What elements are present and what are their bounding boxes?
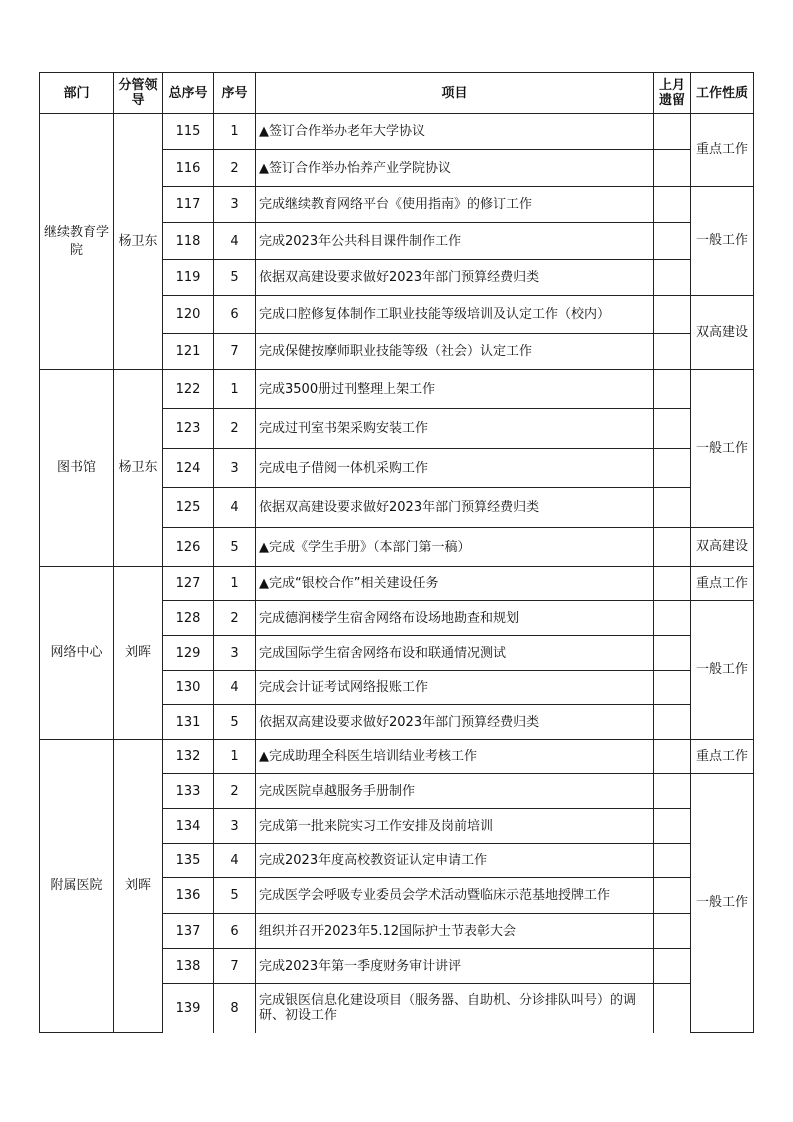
nature-cell: 重点工作 (691, 114, 754, 187)
total-no-cell: 119 (163, 260, 214, 296)
nature-cell: 重点工作 (691, 740, 754, 774)
total-no-cell: 123 (163, 409, 214, 449)
nature-cell: 一般工作 (691, 187, 754, 296)
leftover-cell (654, 114, 691, 150)
header-dept: 部门 (40, 73, 114, 114)
seq-no-cell: 7 (214, 949, 256, 984)
leader-cell: 刘晖 (114, 740, 163, 1033)
project-cell: 完成继续教育网络平台《使用指南》的修订工作 (256, 187, 654, 223)
table-row (40, 567, 754, 601)
leftover-cell (654, 567, 691, 601)
leader-cell: 杨卫东 (114, 370, 163, 567)
total-no-cell: 134 (163, 809, 214, 844)
leftover-cell (654, 260, 691, 296)
leftover-cell (654, 705, 691, 740)
total-no-cell: 139 (163, 984, 214, 1033)
dept-cell: 网络中心 (40, 567, 114, 740)
total-no-cell: 124 (163, 449, 214, 488)
leftover-cell (654, 334, 691, 370)
project-cell: 依据双高建设要求做好2023年部门预算经费归类 (256, 705, 654, 740)
leftover-cell (654, 774, 691, 809)
seq-no-cell: 2 (214, 774, 256, 809)
header-total-no: 总序号 (163, 73, 214, 114)
leftover-cell (654, 671, 691, 705)
total-no-cell: 122 (163, 370, 214, 409)
project-cell: 组织并召开2023年5.12国际护士节表彰大会 (256, 914, 654, 949)
total-no-cell: 138 (163, 949, 214, 984)
nature-cell: 一般工作 (691, 370, 754, 528)
total-no-cell: 117 (163, 187, 214, 223)
project-cell: 完成会计证考试网络报账工作 (256, 671, 654, 705)
seq-no-cell: 1 (214, 740, 256, 774)
total-no-cell: 133 (163, 774, 214, 809)
leftover-cell (654, 187, 691, 223)
total-no-cell: 135 (163, 844, 214, 878)
total-no-cell: 132 (163, 740, 214, 774)
seq-no-cell: 4 (214, 223, 256, 260)
leftover-cell (654, 844, 691, 878)
table-row (40, 740, 754, 774)
project-cell: 完成保健按摩师职业技能等级（社会）认定工作 (256, 334, 654, 370)
total-no-cell: 115 (163, 114, 214, 150)
project-cell: 完成医院卓越服务手册制作 (256, 774, 654, 809)
seq-no-cell: 3 (214, 187, 256, 223)
leftover-cell (654, 984, 691, 1033)
seq-no-cell: 5 (214, 878, 256, 914)
leftover-cell (654, 409, 691, 449)
seq-no-cell: 2 (214, 409, 256, 449)
total-no-cell: 129 (163, 636, 214, 671)
leftover-cell (654, 914, 691, 949)
leftover-cell (654, 449, 691, 488)
project-cell: 完成2023年公共科目课件制作工作 (256, 223, 654, 260)
seq-no-cell: 5 (214, 705, 256, 740)
project-cell: 完成2023年度高校教资证认定申请工作 (256, 844, 654, 878)
seq-no-cell: 5 (214, 260, 256, 296)
seq-no-cell: 5 (214, 528, 256, 567)
leader-cell: 杨卫东 (114, 114, 163, 370)
total-no-cell: 116 (163, 150, 214, 187)
header-seq-no: 序号 (214, 73, 256, 114)
total-no-cell: 136 (163, 878, 214, 914)
project-cell: 完成3500册过刊整理上架工作 (256, 370, 654, 409)
project-cell: ▲完成《学生手册》（本部门第一稿） (256, 528, 654, 567)
seq-no-cell: 6 (214, 914, 256, 949)
project-cell: 依据双高建设要求做好2023年部门预算经费归类 (256, 488, 654, 528)
leftover-cell (654, 740, 691, 774)
leftover-cell (654, 150, 691, 187)
dept-cell: 附属医院 (40, 740, 114, 1033)
nature-cell: 双高建设 (691, 528, 754, 567)
project-cell: 完成2023年第一季度财务审计讲评 (256, 949, 654, 984)
total-no-cell: 121 (163, 334, 214, 370)
seq-no-cell: 1 (214, 567, 256, 601)
seq-no-cell: 3 (214, 809, 256, 844)
leftover-cell (654, 528, 691, 567)
project-cell: ▲完成助理全科医生培训结业考核工作 (256, 740, 654, 774)
leftover-cell (654, 636, 691, 671)
dept-cell: 继续教育学院 (40, 114, 114, 370)
leftover-cell (654, 878, 691, 914)
seq-no-cell: 4 (214, 671, 256, 705)
seq-no-cell: 2 (214, 601, 256, 636)
work-plan-table (39, 72, 754, 1033)
seq-no-cell: 1 (214, 370, 256, 409)
leftover-cell (654, 809, 691, 844)
project-cell: 完成国际学生宿舍网络布设和联通情况测试 (256, 636, 654, 671)
leftover-cell (654, 488, 691, 528)
seq-no-cell: 4 (214, 488, 256, 528)
header-project: 项目 (256, 73, 654, 114)
leftover-cell (654, 296, 691, 334)
seq-no-cell: 3 (214, 636, 256, 671)
leftover-cell (654, 370, 691, 409)
nature-cell: 重点工作 (691, 567, 754, 601)
project-cell: 完成过刊室书架采购安装工作 (256, 409, 654, 449)
nature-cell: 一般工作 (691, 601, 754, 740)
project-cell: 完成银医信息化建设项目（服务器、自助机、分诊排队叫号）的调研、初设工作 (256, 984, 654, 1033)
table-header-row (40, 73, 754, 114)
seq-no-cell: 4 (214, 844, 256, 878)
seq-no-cell: 3 (214, 449, 256, 488)
total-no-cell: 131 (163, 705, 214, 740)
header-nature: 工作性质 (691, 73, 754, 114)
header-last-month: 上月遗留 (654, 73, 691, 114)
nature-cell: 一般工作 (691, 774, 754, 1033)
total-no-cell: 118 (163, 223, 214, 260)
leftover-cell (654, 949, 691, 984)
seq-no-cell: 6 (214, 296, 256, 334)
project-cell: ▲签订合作举办老年大学协议 (256, 114, 654, 150)
seq-no-cell: 7 (214, 334, 256, 370)
total-no-cell: 137 (163, 914, 214, 949)
total-no-cell: 130 (163, 671, 214, 705)
total-no-cell: 127 (163, 567, 214, 601)
dept-cell: 图书馆 (40, 370, 114, 567)
total-no-cell: 128 (163, 601, 214, 636)
seq-no-cell: 2 (214, 150, 256, 187)
leader-cell: 刘晖 (114, 567, 163, 740)
header-leader: 分管领导 (114, 73, 163, 114)
total-no-cell: 125 (163, 488, 214, 528)
leftover-cell (654, 223, 691, 260)
table-row (40, 114, 754, 150)
table-row (40, 370, 754, 409)
project-cell: 依据双高建设要求做好2023年部门预算经费归类 (256, 260, 654, 296)
leftover-cell (654, 601, 691, 636)
total-no-cell: 126 (163, 528, 214, 567)
project-cell: 完成口腔修复体制作工职业技能等级培训及认定工作（校内） (256, 296, 654, 334)
nature-cell: 双高建设 (691, 296, 754, 370)
seq-no-cell: 1 (214, 114, 256, 150)
project-cell: 完成德润楼学生宿舍网络布设场地勘查和规划 (256, 601, 654, 636)
seq-no-cell: 8 (214, 984, 256, 1033)
project-cell: ▲签订合作举办怡养产业学院协议 (256, 150, 654, 187)
project-cell: ▲完成“银校合作”相关建设任务 (256, 567, 654, 601)
project-cell: 完成医学会呼吸专业委员会学术活动暨临床示范基地授牌工作 (256, 878, 654, 914)
project-cell: 完成第一批来院实习工作安排及岗前培训 (256, 809, 654, 844)
total-no-cell: 120 (163, 296, 214, 334)
project-cell: 完成电子借阅一体机采购工作 (256, 449, 654, 488)
